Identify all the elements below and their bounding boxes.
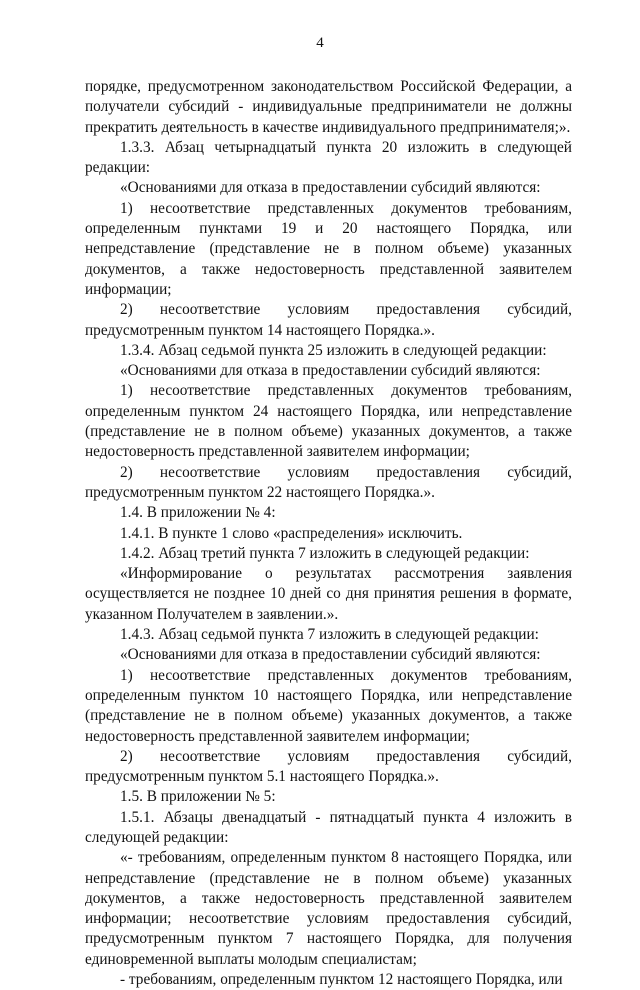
paragraph: «Основаниями для отказа в предоставлении субсидий являются: [120,646,541,664]
paragraph: 2) несоответствие условиям предоставления субсидий, предусмотренным пунктом 14 настоящего Порядка.». [85,301,572,339]
paragraph: 1.3.4. Абзац седьмой пункта 25 изложить в следующей редакции: [120,341,547,359]
paragraph: порядке, предусмотренном законодательством Российской Федерации, а получатели субсидий - индивидуальные предприниматели не должны прекратить деятельность в качестве индивидуального предпринимателя;». [85,78,572,136]
paragraph: 2) несоответствие условиям предоставления субсидий, предусмотренным пунктом 22 настоящего Порядка.». [85,463,572,501]
paragraph: «Основаниями для отказа в предоставлении субсидий являются: [120,362,541,380]
paragraph: 1.4.2. Абзац третий пункта 7 изложить в следующей редакции: [120,544,530,562]
paragraph: 1) несоответствие представленных документов требованиям, определенным пунктом 10 настоящего Порядка, или непредставление (представление не в полном объеме) указанных документов, а также недостоверность представленной заявителем информации; [85,666,572,745]
paragraph: 1) несоответствие представленных документов требованиям, определенным пунктом 24 настоящего Порядка, или непредставление (представление не в полном объеме) указанных документов, а также недостоверность представленной заявителем информации; [85,382,572,461]
paragraph: 1.4.3. Абзац седьмой пункта 7 изложить в следующей редакции: [120,626,539,644]
paragraph: 1.4.1. В пункте 1 слово «распределения» исключить. [120,524,463,542]
paragraph: 1.4. В приложении № 4: [120,504,276,522]
paragraph: 1.5.1. Абзацы двенадцатый - пятнадцатый пункта 4 изложить в следующей редакции: [85,808,572,846]
page-number: 4 [316,35,324,51]
paragraph: 1) несоответствие представленных документов требованиям, определенным пунктами 19 и 20 настоящего Порядка, или непредставление (представление не в полном объеме) указанных документов, а также недостоверность представленной заявителем информации; [85,199,572,298]
paragraph: 1.5. В приложении № 5: [120,788,276,806]
paragraph: «Основаниями для отказа в предоставлении субсидий являются: [120,179,541,197]
paragraph: «- требованиям, определенным пунктом 8 настоящего Порядка, или непредставление (представление не в полном объеме) указанных документов, а также недостоверность представленной заявителем информации; несоответствие условиям предоставления субсидий, предусмотренным пунктом 7 настоящего Порядка, для получения единовременной выплаты молодым специалистам; [85,849,572,968]
paragraph: «Информирование о результатах рассмотрения заявления осуществляется не позднее 10 дней со дня принятия решения в формате, указанном Получателем в заявлении.». [85,565,572,623]
paragraph: 1.3.3. Абзац четырнадцатый пункта 20 изложить в следующей редакции: [85,138,572,177]
paragraph: 2) несоответствие условиям предоставления субсидий, предусмотренным пунктом 5.1 настоящего Порядка.». [85,747,572,786]
paragraph: - требованиям, определенным пунктом 12 настоящего Порядка, или [120,971,563,989]
document-body [85,77,572,990]
